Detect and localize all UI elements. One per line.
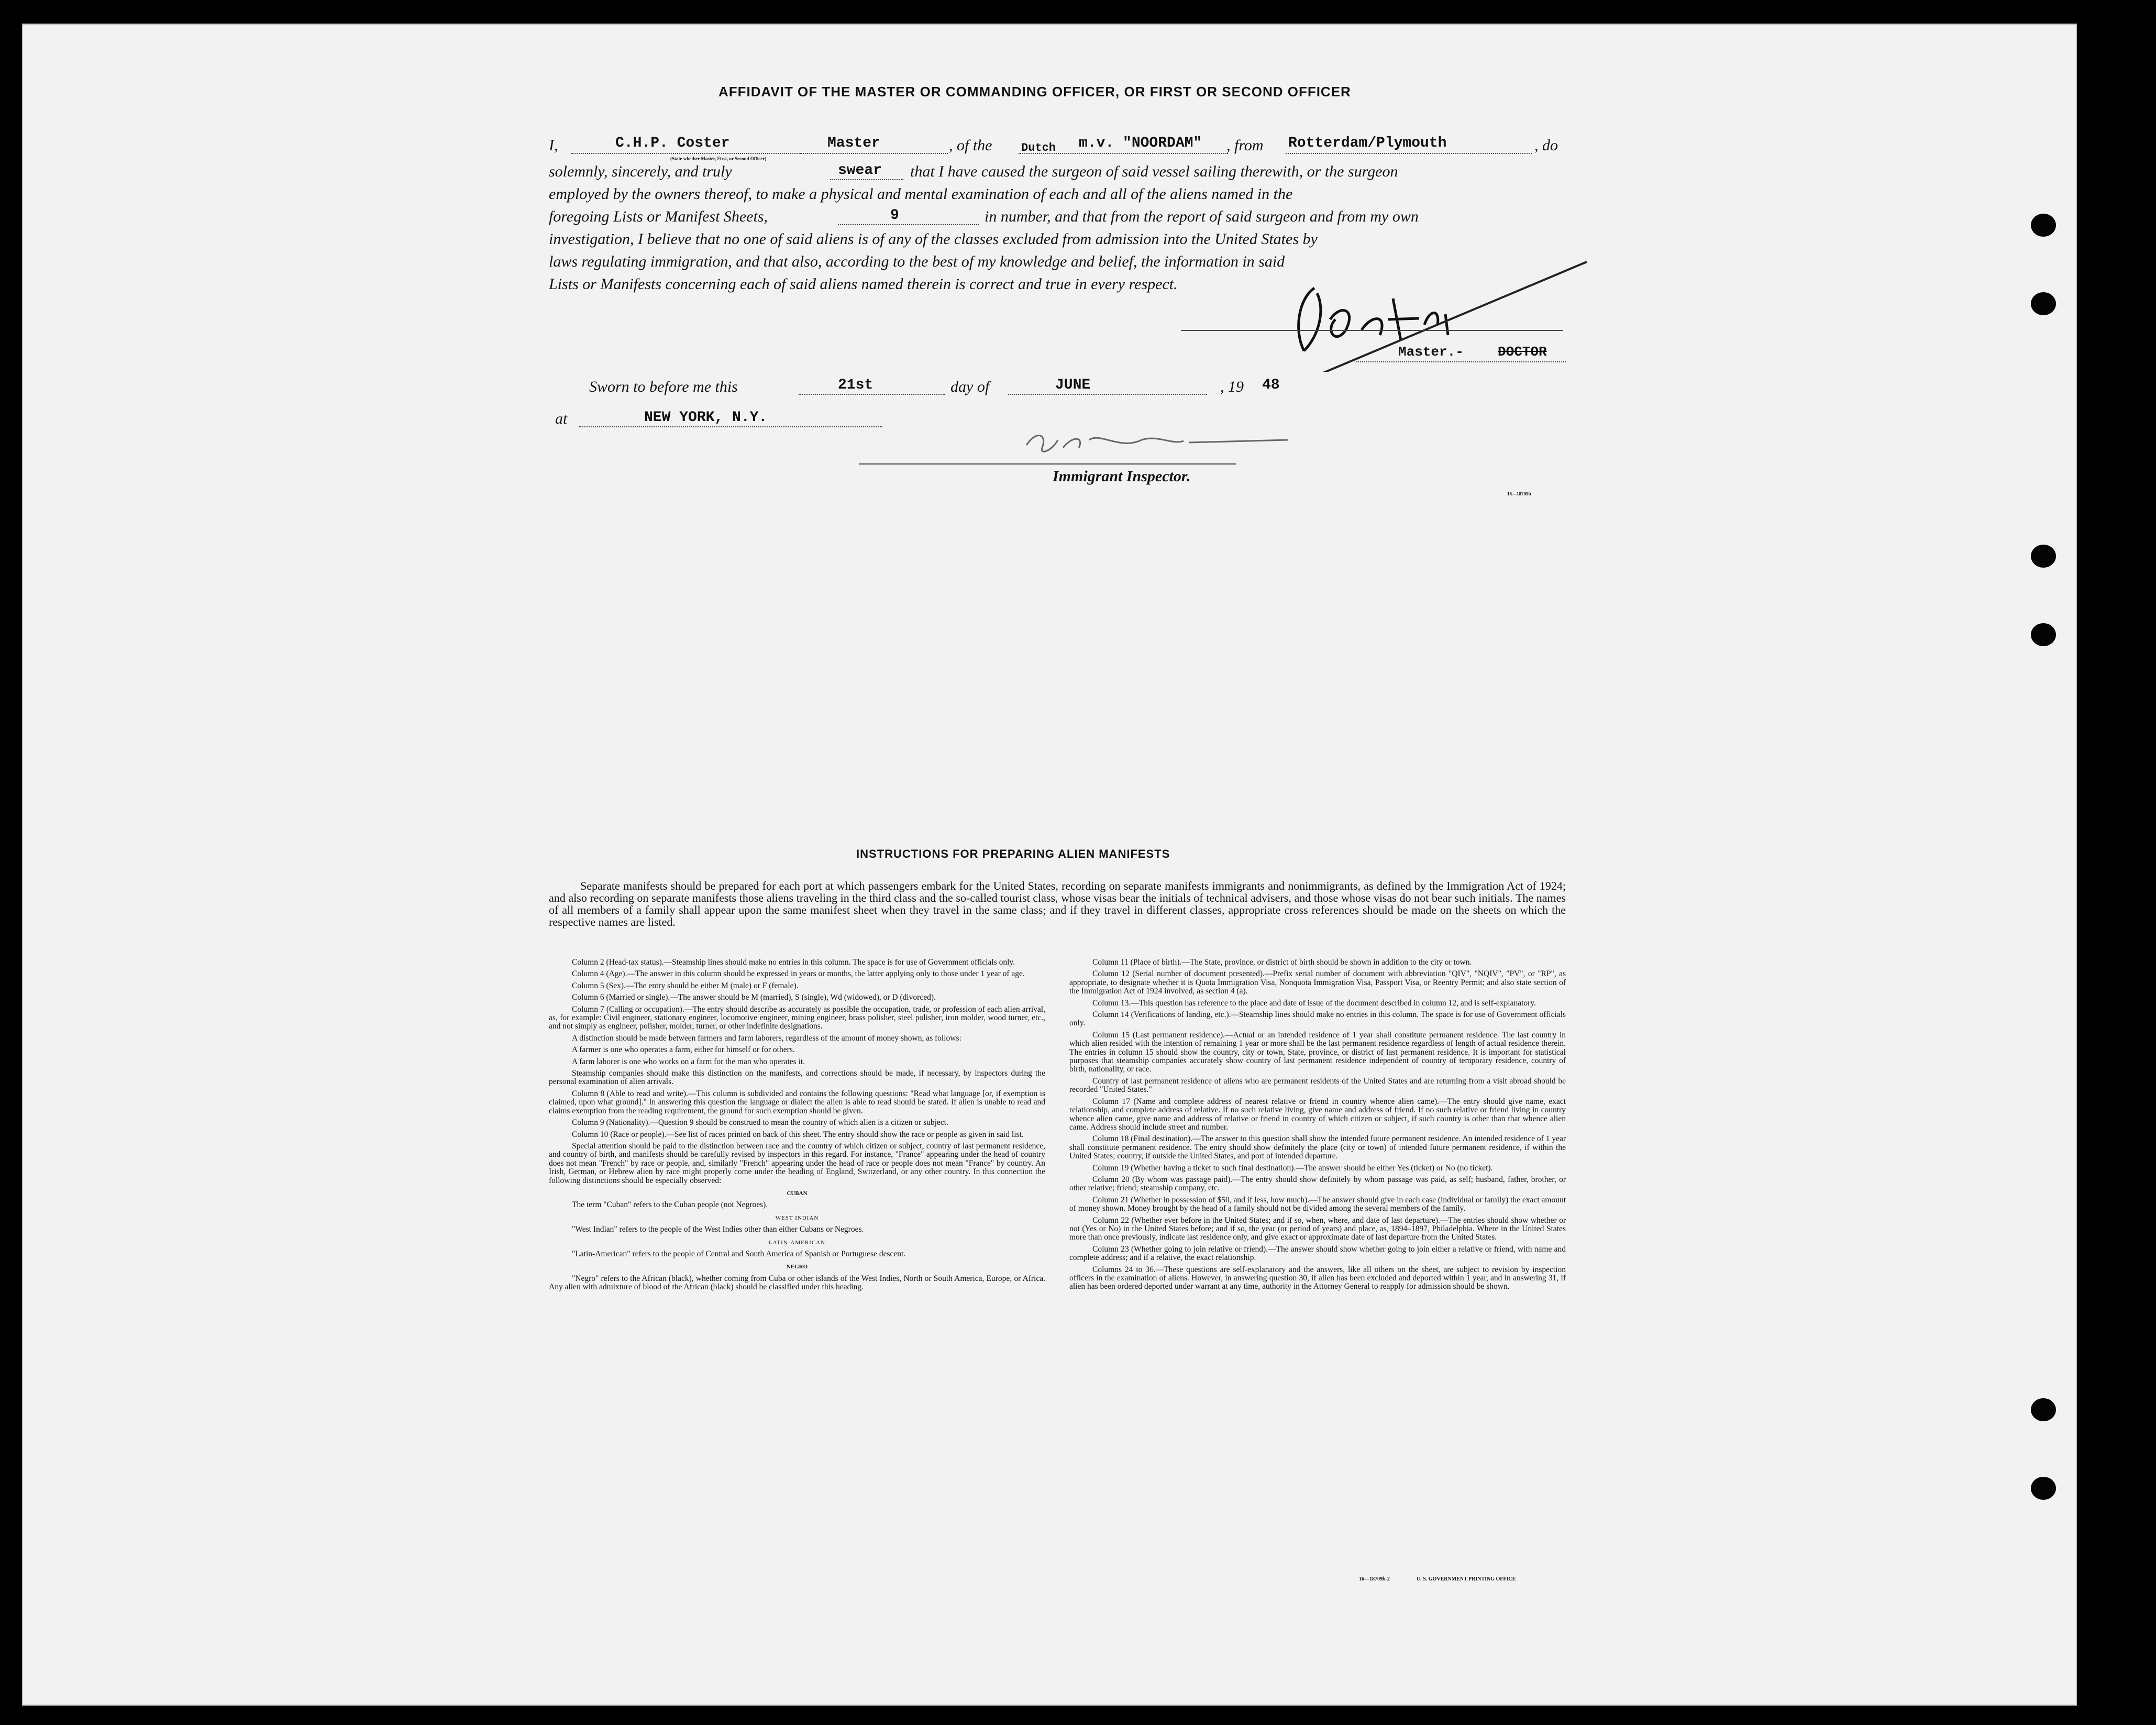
left-para: A farm laborer is one who works on a farm for the man who operates it.: [572, 1057, 805, 1066]
rule-sheets: [838, 224, 979, 225]
punch-hole-1: [2031, 214, 2056, 237]
line4-b: in number, and that from the report of said surgeon and from my own: [985, 208, 1419, 225]
left-para: A farmer is one who operates a farm, either for himself or for others.: [572, 1045, 795, 1055]
right-para: Column 12 (Serial number of document presented).—Prefix serial number of document with abbreviation "QIV", "NQIV", "PV", or "RP", as appropriate, to designate whether it is Quota Immigration Visa, Nonquota Immigration Visa, Passport Visa, or Reentry Permit; and also state section of the Immigration Act of 1924 involved, as section 4 (a).: [1069, 969, 1566, 996]
day-of-label: day of: [950, 378, 990, 395]
line3: employed by the owners thereof, to make a physical and mental examination of each and all of the aliens named in the: [549, 185, 1293, 203]
line6: laws regulating immigration, and that also, according to the best of my knowledge and belief, the information in said: [549, 253, 1285, 270]
cuban-heading: CUBAN: [787, 1190, 808, 1197]
line5: investigation, I believe that no one of said aliens is of any of the classes excluded from admission into the United States by: [549, 230, 1318, 248]
right-para: Column 23 (Whether going to join relative or friend).—The answer should show whether going to join either a relative or friend, with name and complete address; and if a relative, the exact relationship.: [1069, 1244, 1566, 1263]
do-label: , do: [1534, 137, 1558, 154]
inspector-signature: [1016, 419, 1309, 466]
vessel-nationality: Dutch: [1021, 141, 1056, 154]
left-para: Column 4 (Age).—The answer in this column should be expressed in years or months, the latter applying only to those under 1 year of age.: [572, 969, 1025, 979]
negro-heading: NEGRO: [786, 1264, 808, 1270]
punch-hole-5: [2031, 1398, 2056, 1421]
from-port: Rotterdam/Plymouth: [1288, 135, 1447, 151]
instructions-left-column: [549, 958, 1045, 1295]
left-para: Column 10 (Race or people).—See list of races printed on back of this sheet. The entry should show the race or people as given in said list.: [572, 1130, 1024, 1139]
line7: Lists or Manifests concerning each of said aliens named therein is correct and true in every respect.: [549, 275, 1178, 293]
rule-rank: [801, 153, 948, 154]
left-para: Column 2 (Head-tax status).—Steamship lines should make no entries in this column. The space is for use of Government officials only.: [572, 958, 1015, 967]
right-para: Column 11 (Place of birth).—The State, province, or district of birth should be shown in addition to the city or town.: [1092, 958, 1472, 967]
rank-note: (State whether Master, First, or Second Officer): [670, 156, 767, 161]
right-para: Column 17 (Name and complete address of nearest relative or friend in country whence alien came).—The entry should give name, exact relationship, and complete address of relative. If no such relative living, give name and address of friend. If no such relative or friend living in country whence alien came, give name and address of relative or friend in country of which citizen or subject, if such country is other than that whence alien came. Address should include street and number.: [1069, 1097, 1566, 1132]
line2-a: solemnly, sincerely, and truly: [549, 163, 732, 180]
form-number: 16—18709b: [1507, 491, 1531, 496]
line1-i: I,: [549, 137, 558, 154]
cuban-text: The term "Cuban" refers to the Cuban people (not Negroes).: [572, 1200, 768, 1210]
footer-form-number: 16—18709b-2: [1359, 1576, 1390, 1582]
left-para: Column 8 (Able to read and write).—This column is subdivided and contains the following questions: "Read what language [or, if exemption is claimed, upon what ground]." In answering this question the language or dialect the alien is able to read should be stated. If alien is unable to read and claims exemption from the reading requirement, the ground for such exemption should be given.: [549, 1089, 1045, 1115]
signer-struck: DOCTOR: [1498, 344, 1547, 360]
affidavit-title: AFFIDAVIT OF THE MASTER OR COMMANDING OFFICER, OR FIRST OR SECOND OFFICER: [718, 84, 1351, 99]
left-para: Column 5 (Sex).—The entry should be either M (male) or F (female).: [572, 981, 799, 990]
signer-title: Master.-: [1398, 344, 1464, 360]
right-para: Column 20 (By whom was passage paid).—The entry should show definitely by whom passage was paid, as self; husband, father, brother, or other relative; friend; steamship company, etc.: [1069, 1175, 1566, 1193]
latin-text: "Latin-American" refers to the people of Central and South America of Spanish or Portuguese descent.: [572, 1249, 906, 1258]
left-para: A distinction should be made between farmers and farm laborers, regardless of the amount of money shown, as follows:: [572, 1033, 961, 1043]
sworn-month: JUNE: [1055, 377, 1091, 393]
rule-place: [579, 426, 882, 427]
left-para: Column 9 (Nationality).—Question 9 should be construed to mean the country of which alien is a citizen or subject.: [572, 1118, 948, 1127]
rule-from: [1286, 153, 1532, 154]
left-para: Steamship companies should make this distinction on the manifests, and corrections should be made, if necessary, by inspectors during the personal examination of alien arrivals.: [549, 1069, 1045, 1087]
rule-month: [1008, 394, 1207, 395]
rule-signature: [1181, 330, 1563, 331]
punch-hole-2: [2031, 292, 2056, 315]
year-prefix: , 19: [1220, 378, 1244, 395]
right-para: Column 15 (Last permanent residence).—Actual or an intended residence of 1 year shall constitute permanent residence. The last country in which alien resided with the intention of remaining 1 year or more shall be the last permanent residence regardless of length of actual residence therein. The entries in column 15 should show the country, city or town, State, province, or district of last permanent residence. It is important for statistical purposes that steamship companies accurately show country of last permanent residence independent of country of temporary residence, country of birth, nationality, or race.: [1069, 1030, 1566, 1074]
right-para: Columns 24 to 36.—These questions are self-explanatory and the answers, like all others on the sheet, are subject to revision by inspection officers in the examination of aliens. However, in answering question 30, if alien has been excluded and deported within 1 year, and in answering 31, if alien has been ordered deported under warrant at any time, authority in the Attorney General to reapply for admission should be shown.: [1069, 1265, 1566, 1291]
left-para: Column 7 (Calling or occupation).—The entry should describe as accurately as possible the occupation, trade, or profession of each alien arrival, as, for example: Civil engineer, stationary engineer, locomotive engineer, mining engineer, brass polisher, steel polisher, iron molder, wood turner, etc., and not simply as engineer, polisher, molder, turner, or other indefinite designations.: [549, 1004, 1045, 1031]
instructions-intro: Separate manifests should be prepared for each port at which passengers embark for the United States, recording on separate manifests immigrants and nonimmigrants, as defined by the Immigration Act of 1924; and also recording on separate manifests those aliens traveling in the third class and the so-called tourist class, whose visas bear the initials of technical advisers, and those whose visas do not bear such initials. The names of all members of a family shall appear upon the same manifest sheet when they travel in the same class; and if they travel in different classes, appropriate cross references should be made on the sheets on which the respective names are listed.: [549, 879, 1566, 928]
officer-rank: Master: [827, 135, 880, 151]
sworn-place: NEW YORK, N.Y.: [644, 410, 768, 426]
punch-hole-4: [2031, 623, 2056, 646]
rule-oath: [830, 179, 903, 180]
of-the-label: , of the: [949, 137, 992, 154]
right-para: Column 22 (Whether ever before in the United States; and if so, when, where, and date of last departure).—The entries should show whether or not (Yes or No) in the United States before; and if so, the year (or period of years) and place, as, 1894–1897, Philadelphia. Where in the United States more than once previously, indicate last residence only, and give exact or approximate date of last departure from the United States.: [1069, 1215, 1566, 1242]
footer-printer: U. S. GOVERNMENT PRINTING OFFICE: [1417, 1576, 1516, 1582]
line4-a: foregoing Lists or Manifest Sheets,: [549, 208, 768, 225]
westindian-text: "West Indian" refers to the people of the West Indies other than either Cubans or Negroes.: [572, 1225, 864, 1234]
from-label: , from: [1226, 137, 1264, 154]
punch-hole-3: [2031, 545, 2056, 568]
right-para: Country of last permanent residence of aliens who are permanent residents of the United States and are returning from a visit abroad should be recorded "United States.": [1069, 1076, 1566, 1094]
left-para: Special attention should be paid to the distinction between race and the country of which citizen or subject, country of last permanent residence, and country of birth, and manifests should be carefully revised by inspectors in this regard. For instance, "France" appearing under the head of country does not mean "French" by race or people, and, similarly "French" appearing under the head of race or people does not mean "France" by country. An Irish, German, or Hebrew alien by race might properly come under the heading of England, Switzerland, or any other country. In this connection the following distinctions should be especially observed:: [549, 1141, 1045, 1185]
negro-text: "Negro" refers to the African (black), whether coming from Cuba or other islands of the West Indies, North or South America, Europe, or Africa. Any alien with admixture of blood of the African (black) should be classified under this heading.: [549, 1274, 1045, 1292]
sworn-year: 48: [1262, 377, 1280, 393]
right-para: Column 18 (Final destination).—The answer to this question shall show the intended future permanent residence. An intended residence of 1 year shall constitute permanent residence. The entry should show definitely the place (city or town) of intended future permanent residence, if within the United States; country, if outside the United States, and port of intended departure.: [1069, 1134, 1566, 1161]
left-para: Column 6 (Married or single).—The answer should be M (married), S (single), Wd (widowed), or D (divorced).: [572, 993, 936, 1002]
rule-signer-title: [1356, 361, 1566, 362]
at-label: at: [555, 410, 568, 427]
sworn-day: 21st: [838, 377, 874, 393]
rule-vessel: [1019, 153, 1228, 154]
line2-b: that I have caused the surgeon of said vessel sailing therewith, or the surgeon: [910, 163, 1398, 180]
sheet-count: 9: [890, 207, 899, 224]
punch-hole-6: [2031, 1477, 2056, 1500]
rule-name: [571, 153, 801, 154]
right-para: Column 19 (Whether having a ticket to such final destination).—The answer should be either Yes (ticket) or No (no ticket).: [1092, 1163, 1493, 1173]
inspector-label: Immigrant Inspector.: [1053, 468, 1191, 485]
master-name: C.H.P. Coster: [615, 135, 730, 151]
westindian-heading: WEST INDIAN: [775, 1214, 819, 1221]
vessel-name: m.v. "NOORDAM": [1079, 135, 1202, 151]
latin-heading: LATIN-AMERICAN: [768, 1239, 826, 1246]
right-para: Column 13.—This question has reference to the place and date of issue of the document described in column 12, and is self-explanatory.: [1092, 998, 1536, 1008]
instructions-right-column: [1069, 958, 1566, 1295]
rule-day: [799, 394, 945, 395]
rule-inspector: [859, 463, 1236, 465]
oath-word: swear: [838, 162, 882, 179]
sworn-label: Sworn to before me this: [589, 378, 738, 395]
instructions-title: INSTRUCTIONS FOR PREPARING ALIEN MANIFESTS: [856, 847, 1170, 860]
right-para: Column 21 (Whether in possession of $50, and if less, how much).—The answer should give in each case (individual or family) the exact amount of money shown. Money brought by the head of a family should not be divided among the several members of the family.: [1069, 1195, 1566, 1213]
right-para: Column 14 (Verifications of landing, etc.).—Steamship lines should make no entries in this column. The space is for use of Government officials only.: [1069, 1010, 1566, 1028]
